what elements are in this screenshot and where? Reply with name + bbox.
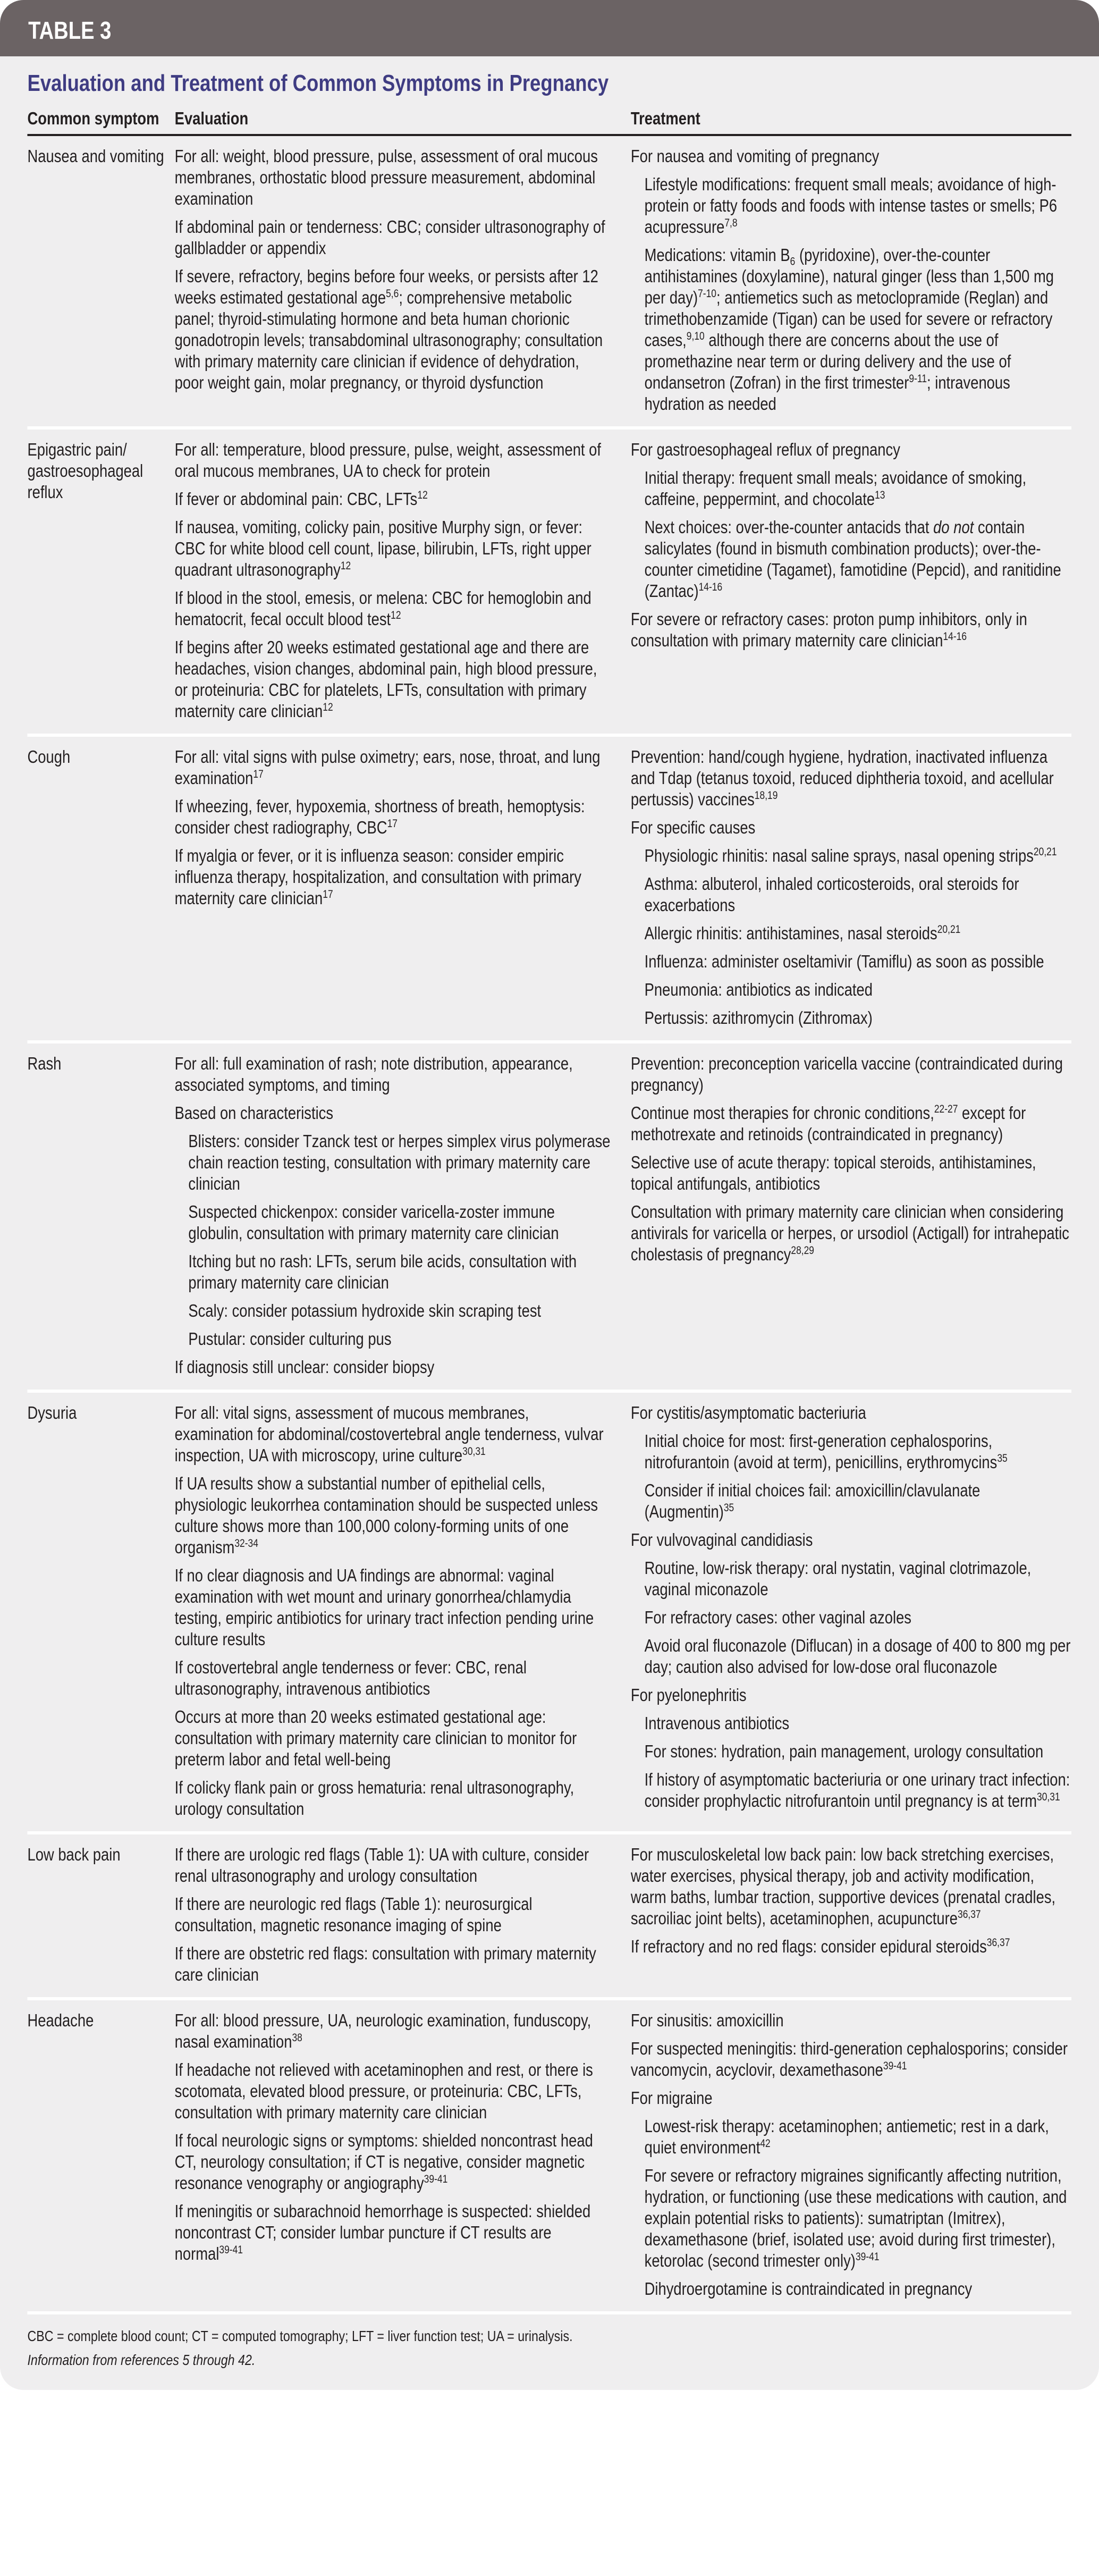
evaluation-cell	[175, 1402, 631, 1820]
text-segment: Scaly: consider potassium hydroxide skin scraping test	[188, 1301, 542, 1320]
text-segment: For stones: hydration, pain management, urology consultation	[644, 1741, 1044, 1761]
reference-superscript: 12	[417, 489, 428, 501]
reference-superscript: 42	[760, 2137, 771, 2150]
treatment-cell	[631, 439, 1071, 722]
treatment-subitem	[645, 2116, 1071, 2158]
table-title: Evaluation and Treatment of Common Symptoms in Pregnancy	[27, 70, 609, 96]
text-segment: If no clear diagnosis and UA findings are abnormal: vaginal examination with wet mount and urinary gonorrhea/chlamydia testing, empiric antibiotics for urinary tract infection pending urine culture results	[174, 1565, 594, 1649]
table-footnotes	[27, 2324, 1099, 2372]
text-segment: Suspected chickenpox: consider varicella-zoster immune globulin, consultation with primary maternity care clinician	[188, 1202, 559, 1243]
text-segment: For nausea and vomiting of pregnancy	[630, 146, 880, 166]
reference-superscript: 7,8	[724, 217, 738, 229]
symptom-table	[27, 107, 1071, 2314]
treatment-item	[631, 1936, 1071, 1957]
treatment-item	[631, 1201, 1071, 1265]
reference-superscript: 39-41	[424, 2173, 448, 2185]
reference-superscript: 36,37	[958, 1908, 981, 1921]
text-segment: For gastroesophageal reflux of pregnancy	[630, 440, 900, 459]
reference-superscript: 12	[391, 609, 401, 621]
text-segment: (pyridoxine), over-the-counter antihistamines (doxylamine), natural ginger (less than 1,500 mg per day)	[644, 245, 1054, 307]
treatment-subitem	[645, 1480, 1071, 1522]
source-note: Information from references 5 through 42.	[27, 2352, 256, 2368]
text-segment: Itching but no rash: LFTs, serum bile acids, consultation with primary maternity care clinician	[188, 1251, 577, 1292]
symptom-cell: Nausea and vomiting	[27, 146, 164, 166]
text-segment: For pyelonephritis	[630, 1685, 747, 1705]
treatment-subitem	[645, 1769, 1071, 1812]
treatment-subitem	[645, 951, 1071, 972]
treatment-subitem	[645, 1607, 1071, 1628]
evaluation-cell	[175, 146, 631, 415]
text-segment: For all: vital signs with pulse oximetry; ears, nose, throat, and lung examination	[174, 747, 601, 788]
treatment-item	[631, 1402, 1071, 1424]
treatment-cell	[631, 146, 1071, 415]
treatment-item	[631, 2038, 1071, 2081]
treatment-subitem	[645, 873, 1071, 916]
treatment-cell	[631, 1844, 1071, 1985]
text-segment: If there are neurologic red flags (Table 1): neurosurgical consultation, magnetic resonance imaging of spine	[174, 1894, 532, 1935]
reference-superscript: 7-10	[698, 288, 716, 300]
evaluation-item	[175, 845, 612, 909]
column-header-evaluation: Evaluation	[174, 108, 249, 128]
text-segment: contain salicylates (found in bismuth combination products); over-the-counter cimetidine (Tagamet), famotidine (Pepcid), and ranitidine (Zantac)	[644, 517, 1061, 601]
treatment-item	[631, 1102, 1071, 1145]
text-segment: Routine, low-risk therapy: oral nystatin, vaginal clotrimazole, vaginal miconazole	[644, 1558, 1032, 1599]
text-segment: except for methotrexate and retinoids (contraindicated in pregnancy)	[630, 1103, 1026, 1144]
symptom-cell: Headache	[27, 2010, 94, 2030]
evaluation-item	[175, 1943, 612, 1985]
text-segment: Allergic rhinitis: antihistamines, nasal steroids	[644, 923, 937, 943]
evaluation-item	[175, 1402, 612, 1466]
text-segment: For all: weight, blood pressure, pulse, assessment of oral mucous membranes, orthostatic blood pressure measurement, abdominal examination	[174, 146, 598, 208]
reference-superscript: 18,19	[754, 789, 778, 802]
text-segment: Pneumonia: antibiotics as indicated	[644, 980, 873, 999]
reference-superscript: 39-41	[219, 2244, 243, 2256]
reference-superscript: 12	[323, 701, 333, 713]
treatment-subitem	[645, 1007, 1071, 1029]
table-row	[27, 1834, 1071, 2000]
text-segment: ; antiemetics such as metoclopramide (Reglan) and trimethobenzamide (Tigan) can be used for severe or refractory cases,	[644, 288, 1053, 350]
reference-superscript: 35	[997, 1452, 1008, 1464]
evaluation-item	[175, 439, 612, 482]
treatment-item	[631, 2087, 1071, 2109]
evaluation-cell	[175, 1053, 631, 1378]
text-segment: For cystitis/asymptomatic bacteriuria	[630, 1403, 866, 1422]
text-segment: If there are urologic red flags (Table 1): UA with culture, consider renal ultrasonography and urology consultation	[174, 1845, 589, 1885]
text-segment: For all: full examination of rash; note distribution, appearance, associated symptoms, and timing	[174, 1054, 573, 1095]
reference-superscript: 13	[875, 489, 885, 501]
text-segment: although there are concerns about the use of promethazine near term or during delivery and the use of ondansetron (Zofran) in the first trimester	[644, 330, 1011, 392]
evaluation-item	[175, 1706, 612, 1770]
text-segment: If refractory and no red flags: consider epidural steroids	[630, 1937, 987, 1956]
text-segment: Consider if initial choices fail: amoxicillin/clavulanate (Augmentin)	[644, 1480, 980, 1521]
evaluation-item	[175, 216, 612, 259]
text-segment: For suspected meningitis: third-generation cephalosporins; consider vancomycin, acyclovir, dexamethasone	[630, 2039, 1068, 2080]
evaluation-cell	[175, 746, 631, 1029]
table-row	[27, 430, 1071, 737]
evaluation-item	[175, 2010, 612, 2052]
text-segment: If nausea, vomiting, colicky pain, positive Murphy sign, or fever: CBC for white blood cell count, lipase, bilirubin, LFTs, right upper quadrant ultrasonography	[174, 517, 591, 579]
reference-superscript: 30,31	[462, 1445, 486, 1458]
treatment-subitem	[645, 1741, 1071, 1762]
text-segment: Physiologic rhinitis: nasal saline sprays, nasal opening strips	[644, 846, 1034, 865]
treatment-subitem	[645, 979, 1071, 1000]
text-segment: For migraine	[630, 2088, 713, 2108]
text-segment: For musculoskeletal low back pain: low back stretching exercises, water exercises, physical therapy, job and activity modification, warm baths, lumbar traction, supportive devices (prenatal cradles, sacroiliac joint belts), acetaminophen, acupuncture	[630, 1845, 1056, 1928]
table-body	[27, 136, 1071, 2314]
text-segment: Avoid oral fluconazole (Diflucan) in a dosage of 400 to 800 mg per day; caution also advised for low-dose oral fluconazole	[644, 1636, 1071, 1677]
reference-superscript: 17	[253, 768, 264, 780]
abbreviations-note: CBC = complete blood count; CT = computed tomography; LFT = liver function test; UA = urinalysis.	[27, 2328, 573, 2344]
text-segment: Influenza: administer oseltamivir (Tamiflu) as soon as possible	[644, 952, 1044, 971]
evaluation-subitem	[188, 1131, 611, 1194]
treatment-subitem	[645, 1558, 1071, 1600]
table-header	[27, 107, 1071, 136]
text-segment: If headache not relieved with acetaminophen and rest, or there is scotomata, elevated blood pressure, or proteinuria: CBC, LFTs, consultation with primary maternity care clinician	[174, 2060, 593, 2122]
evaluation-item	[175, 796, 612, 838]
text-segment: If meningitis or subarachnoid hemorrhage is suspected: shielded noncontrast CT; consider lumbar puncture if CT results are normal	[174, 2201, 591, 2263]
treatment-cell	[631, 2010, 1071, 2300]
text-segment: For specific causes	[630, 818, 756, 837]
text-segment: If abdominal pain or tenderness: CBC; consider ultrasonography of gallbladder or appendix	[174, 217, 605, 258]
evaluation-item	[175, 489, 612, 510]
column-header-treatment: Treatment	[630, 108, 700, 128]
reference-superscript: 9,10	[686, 330, 705, 342]
evaluation-item	[175, 1777, 612, 1820]
treatment-subitem	[645, 1635, 1071, 1678]
evaluation-item	[175, 517, 612, 580]
reference-superscript: 22-27	[934, 1103, 958, 1115]
treatment-cell	[631, 746, 1071, 1029]
text-segment: Intravenous antibiotics	[644, 1713, 790, 1733]
text-segment: Next choices: over-the-counter antacids that	[644, 517, 934, 537]
treatment-subitem	[645, 845, 1071, 866]
reference-superscript: 5,6	[386, 288, 399, 300]
text-segment: For all: temperature, blood pressure, pulse, weight, assessment of oral mucous membranes, UA to check for protein	[174, 440, 601, 481]
text-segment: If history of asymptomatic bacteriuria or one urinary tract infection: consider prophylactic nitrofurantoin until pregnancy is at term	[644, 1770, 1070, 1811]
table-row	[27, 136, 1071, 430]
evaluation-item	[175, 146, 612, 209]
text-segment: Continue most therapies for chronic conditions,	[630, 1103, 934, 1123]
text-segment: Asthma: albuterol, inhaled corticosteroids, oral steroids for exacerbations	[644, 874, 1019, 915]
treatment-item	[631, 439, 1071, 460]
text-segment: For vulvovaginal candidiasis	[630, 1530, 813, 1550]
text-segment: Based on characteristics	[174, 1103, 334, 1123]
treatment-subitem	[645, 1713, 1071, 1734]
evaluation-item	[175, 1357, 612, 1378]
subscript: 6	[790, 255, 796, 268]
reference-superscript: 35	[723, 1502, 734, 1514]
evaluation-cell	[175, 1844, 631, 1985]
reference-superscript: 14-16	[943, 630, 967, 643]
text-segment: For all: vital signs, assessment of mucous membranes, examination for abdominal/costovertebral angle tenderness, vulvar inspection, UA with microscopy, urine culture	[174, 1403, 604, 1465]
table-row	[27, 1393, 1071, 1834]
treatment-item	[631, 146, 1071, 167]
text-segment: Initial therapy: frequent small meals; avoidance of smoking, caffeine, peppermint, and chocolate	[644, 468, 1027, 509]
table-row	[27, 1043, 1071, 1393]
symptom-cell: Epigastric pain/ gastroesophageal reflux	[27, 440, 143, 502]
treatment-item	[631, 1053, 1071, 1096]
treatment-cell	[631, 1402, 1071, 1820]
text-segment: Pertussis: azithromycin (Zithromax)	[644, 1008, 873, 1028]
text-segment: Prevention: hand/cough hygiene, hydration, inactivated influenza and Tdap (tetanus toxoid, reduced diphtheria toxoid, and acellular pertussis) vaccines	[630, 747, 1054, 809]
evaluation-item	[175, 1844, 612, 1887]
evaluation-item	[175, 746, 612, 789]
evaluation-item	[175, 1102, 612, 1124]
reference-superscript: 20,21	[937, 923, 961, 936]
reference-superscript: 17	[387, 818, 398, 830]
treatment-subitem	[645, 517, 1071, 602]
text-segment: Prevention: preconception varicella vaccine (contraindicated during pregnancy)	[630, 1054, 1063, 1095]
text-segment: If UA results show a substantial number of epithelial cells, physiologic leukorrhea contamination should be suspected unless culture shows more than 100,000 colony-forming units of one organism	[174, 1474, 598, 1557]
reference-superscript: 32-34	[234, 1537, 258, 1550]
symptom-cell: Rash	[27, 1054, 62, 1073]
text-segment: Initial choice for most: first-generation cephalosporins, nitrofurantoin (avoid at term), penicillins, erythromycins	[644, 1431, 997, 1472]
reference-superscript: 39-41	[883, 2060, 907, 2072]
text-segment: Dihydroergotamine is contraindicated in pregnancy	[644, 2279, 973, 2299]
table-banner	[0, 0, 1099, 56]
reference-superscript: 30,31	[1037, 1791, 1060, 1803]
reference-superscript: 17	[323, 888, 333, 900]
text-segment: Lifestyle modifications: frequent small meals; avoidance of high-protein or fatty foods and foods with intense tastes or smells; P6 acupressure	[644, 174, 1058, 237]
text-segment: For severe or refractory cases: proton pump inhibitors, only in consultation with primary maternity care clinician	[630, 609, 1027, 650]
evaluation-item	[175, 1893, 612, 1936]
text-segment: Blisters: consider Tzanck test or herpes simplex virus polymerase chain reaction testing, consultation with primary maternity care clinician	[188, 1131, 611, 1193]
reference-superscript: 36,37	[986, 1937, 1010, 1949]
symptom-cell: Cough	[27, 747, 71, 767]
treatment-subitem	[645, 2165, 1071, 2271]
text-segment: If costovertebral angle tenderness or fever: CBC, renal ultrasonography, intravenous antibiotics	[174, 1657, 527, 1698]
symptom-cell: Low back pain	[27, 1845, 121, 1864]
treatment-item	[631, 746, 1071, 810]
treatment-item	[631, 1529, 1071, 1551]
text-segment: If diagnosis still unclear: consider biopsy	[174, 1357, 435, 1377]
text-segment: Selective use of acute therapy: topical steroids, antihistamines, topical antifungals, antibiotics	[630, 1152, 1036, 1193]
treatment-subitem	[645, 467, 1071, 510]
text-segment: If myalgia or fever, or it is influenza season: consider empiric influenza therapy, hospitalization, and consultation with primary maternity care clinician	[174, 846, 582, 908]
text-segment: Medications: vitamin B	[644, 245, 790, 265]
text-segment: Consultation with primary maternity care clinician when considering antivirals for varicella or herpes, or ursodiol (Actigall) for intrahepatic cholestasis of pregnancy	[630, 1202, 1069, 1264]
text-segment: If blood in the stool, emesis, or melena: CBC for hemoglobin and hematocrit, fecal occult blood test	[174, 588, 591, 629]
treatment-subitem	[645, 2278, 1071, 2300]
text-segment: Lowest-risk therapy: acetaminophen; antiemetic; rest in a dark, quiet environment	[644, 2116, 1049, 2157]
evaluation-item	[175, 1053, 612, 1096]
treatment-subitem	[645, 174, 1071, 238]
text-segment: If wheezing, fever, hypoxemia, shortness of breath, hemoptysis: consider chest radiography, CBC	[174, 796, 585, 837]
reference-superscript: 39-41	[855, 2251, 880, 2263]
text-segment: For severe or refractory migraines significantly affecting nutrition, hydration, or functioning (use these medications with caution, and explain potential risks to patients): sumatriptan (Imitrex), dexamethasone (brief, isolated use; avoid during first trimester), ketorolac (second trimester only)	[644, 2166, 1067, 2270]
evaluation-item	[175, 1565, 612, 1650]
evaluation-item	[175, 2059, 612, 2123]
table-number: TABLE 3	[28, 16, 112, 44]
treatment-item	[631, 2010, 1071, 2031]
evaluation-subitem	[188, 1201, 611, 1244]
treatment-subitem	[645, 1430, 1071, 1473]
treatment-subitem	[645, 245, 1071, 415]
table-row	[27, 737, 1071, 1043]
treatment-item	[631, 609, 1071, 651]
table-row	[27, 2000, 1071, 2314]
evaluation-item	[175, 2130, 612, 2194]
reference-superscript: 38	[292, 2032, 302, 2044]
evaluation-subitem	[188, 1328, 611, 1350]
evaluation-subitem	[188, 1251, 611, 1293]
evaluation-item	[175, 637, 612, 722]
reference-superscript: 28,29	[791, 1244, 814, 1257]
text-segment: If focal neurologic signs or symptoms: shielded noncontrast head CT, neurology consultation; if CT is negative, consider magnetic resonance venography or angiography	[174, 2131, 593, 2193]
treatment-item	[631, 817, 1071, 838]
evaluation-cell	[175, 2010, 631, 2300]
text-segment: For all: blood pressure, UA, neurologic examination, funduscopy, nasal examination	[174, 2010, 591, 2051]
text-segment: For refractory cases: other vaginal azoles	[644, 1607, 912, 1627]
text-segment: ; intravenous hydration as needed	[644, 373, 1010, 414]
text-segment: Pustular: consider culturing pus	[188, 1329, 392, 1349]
reference-superscript: 20,21	[1033, 846, 1057, 858]
text-segment: If severe, refractory, begins before four weeks, or persists after 12 weeks estimated gestational age	[174, 266, 598, 307]
evaluation-item	[175, 587, 612, 630]
evaluation-subitem	[188, 1300, 611, 1321]
text-segment: If there are obstetric red flags: consultation with primary maternity care clinician	[174, 1943, 596, 1984]
reference-superscript: 9-11	[909, 373, 927, 385]
evaluation-cell	[175, 439, 631, 722]
text-segment: If begins after 20 weeks estimated gestational age and there are headaches, vision changes, abdominal pain, high blood pressure, or proteinuria: CBC for platelets, LFTs, consultation with primary maternity care clinician	[174, 637, 597, 721]
text-segment: If colicky flank pain or gross hematuria: renal ultrasonography, urology consultation	[174, 1778, 574, 1819]
reference-superscript: 12	[340, 560, 351, 572]
column-header-symptom: Common symptom	[27, 108, 159, 128]
evaluation-item	[175, 1657, 612, 1699]
text-segment: If fever or abdominal pain: CBC, LFTs	[174, 489, 418, 509]
symptom-cell: Dysuria	[27, 1403, 77, 1422]
treatment-subitem	[645, 923, 1071, 944]
text-segment: Occurs at more than 20 weeks estimated gestational age: consultation with primary maternity care clinician to monitor for preterm labor and fetal well-being	[174, 1707, 577, 1769]
treatment-item	[631, 1685, 1071, 1706]
evaluation-item	[175, 1473, 612, 1558]
treatment-item	[631, 1844, 1071, 1929]
text-segment: ; comprehensive metabolic panel; thyroid-stimulating hormone and beta human chorionic gonadotropin levels; transabdominal ultrasonography; consultation with primary maternity care clinician if evidence of dehydration, poor weight gain, molar pregnancy, or thyroid dysfunction	[174, 288, 603, 392]
emphasis-text: do not	[933, 517, 974, 537]
reference-superscript: 14-16	[698, 581, 723, 593]
evaluation-item	[175, 2201, 612, 2264]
treatment-item	[631, 1152, 1071, 1194]
text-segment: For sinusitis: amoxicillin	[630, 2010, 784, 2030]
treatment-cell	[631, 1053, 1071, 1378]
evaluation-item	[175, 266, 612, 393]
